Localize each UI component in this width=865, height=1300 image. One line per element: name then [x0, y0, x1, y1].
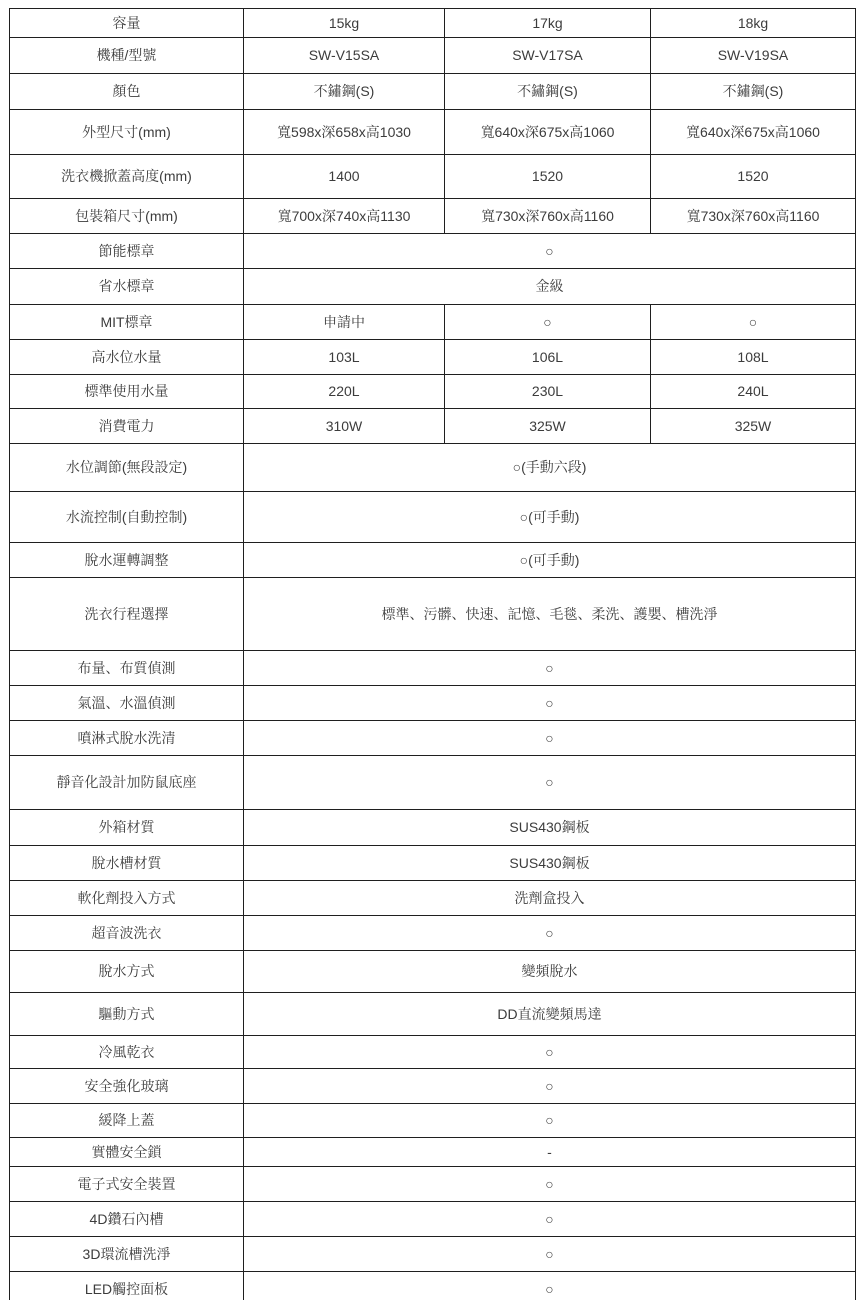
- spec-row: [10, 1138, 856, 1167]
- spec-value-cell: 1400: [244, 155, 445, 199]
- spec-value-cell-merged: ○: [244, 1272, 856, 1300]
- spec-row: [10, 846, 856, 881]
- spec-value-cell-merged: ○: [244, 1104, 856, 1138]
- spec-row-label: 緩降上蓋: [10, 1104, 244, 1138]
- spec-row: [10, 993, 856, 1036]
- spec-row-label: 包裝箱尺寸(mm): [10, 199, 244, 234]
- spec-value-cell: SW-V15SA: [244, 38, 445, 74]
- spec-value-cell-merged: 標準、污髒、快速、記憶、毛毯、柔洗、護嬰、槽洗淨: [244, 578, 856, 651]
- spec-row-label: 氣溫、水溫偵測: [10, 686, 244, 721]
- spec-row-label: 驅動方式: [10, 993, 244, 1036]
- spec-value-cell-merged: SUS430鋼板: [244, 810, 856, 846]
- spec-row: [10, 756, 856, 810]
- spec-row-label: 安全強化玻璃: [10, 1069, 244, 1104]
- spec-row-label: 4D鑽石內槽: [10, 1202, 244, 1237]
- spec-row: [10, 110, 856, 155]
- spec-row: [10, 916, 856, 951]
- spec-row-label: 省水標章: [10, 269, 244, 305]
- spec-row-label: 電子式安全裝置: [10, 1167, 244, 1202]
- spec-row-label: 消費電力: [10, 409, 244, 444]
- spec-row-label: 實體安全鎖: [10, 1138, 244, 1167]
- spec-value-cell: 18kg: [651, 9, 856, 38]
- spec-value-cell-merged: ○: [244, 1202, 856, 1237]
- spec-row: [10, 409, 856, 444]
- spec-row: [10, 1237, 856, 1272]
- spec-row-label: 噴淋式脫水洗清: [10, 721, 244, 756]
- spec-row: [10, 721, 856, 756]
- spec-value-cell-merged: ○: [244, 1036, 856, 1069]
- spec-value-cell: 15kg: [244, 9, 445, 38]
- spec-row: [10, 305, 856, 340]
- spec-value-cell: 寬640x深675x高1060: [651, 110, 856, 155]
- spec-row: [10, 1202, 856, 1237]
- spec-value-cell-merged: -: [244, 1138, 856, 1167]
- spec-row: [10, 234, 856, 269]
- spec-row: [10, 74, 856, 110]
- spec-row-label: 水位調節(無段設定): [10, 444, 244, 492]
- spec-value-cell: 325W: [445, 409, 651, 444]
- spec-value-cell-merged: ○(可手動): [244, 492, 856, 543]
- spec-value-cell: 不鏽鋼(S): [651, 74, 856, 110]
- spec-value-cell-merged: ○: [244, 1237, 856, 1272]
- spec-value-cell: 17kg: [445, 9, 651, 38]
- spec-row-label: 水流控制(自動控制): [10, 492, 244, 543]
- spec-row: [10, 444, 856, 492]
- spec-row-label: 標準使用水量: [10, 375, 244, 409]
- spec-value-cell: 325W: [651, 409, 856, 444]
- spec-row: [10, 951, 856, 993]
- spec-value-cell: 寬730x深760x高1160: [445, 199, 651, 234]
- spec-row: [10, 1069, 856, 1104]
- spec-value-cell-merged: DD直流變頻馬達: [244, 993, 856, 1036]
- spec-row: [10, 686, 856, 721]
- spec-value-cell: 310W: [244, 409, 445, 444]
- spec-value-cell: 103L: [244, 340, 445, 375]
- spec-value-cell-merged: ○(可手動): [244, 543, 856, 578]
- spec-value-cell-merged: ○: [244, 916, 856, 951]
- spec-value-cell-merged: ○(手動六段): [244, 444, 856, 492]
- spec-row: [10, 1272, 856, 1300]
- spec-table: [9, 8, 856, 1300]
- spec-row: [10, 375, 856, 409]
- spec-row: [10, 269, 856, 305]
- spec-row-label: 高水位水量: [10, 340, 244, 375]
- spec-row-label: 脫水槽材質: [10, 846, 244, 881]
- spec-row-label: 3D環流槽洗淨: [10, 1237, 244, 1272]
- spec-row-label: MIT標章: [10, 305, 244, 340]
- spec-row: [10, 810, 856, 846]
- spec-value-cell-merged: ○: [244, 651, 856, 686]
- spec-row-label: 脫水運轉調整: [10, 543, 244, 578]
- spec-row-label: 節能標章: [10, 234, 244, 269]
- spec-value-cell: 220L: [244, 375, 445, 409]
- spec-value-cell-merged: 變頻脫水: [244, 951, 856, 993]
- spec-value-cell: SW-V19SA: [651, 38, 856, 74]
- spec-value-cell: 不鏽鋼(S): [244, 74, 445, 110]
- spec-row: [10, 155, 856, 199]
- spec-row: [10, 340, 856, 375]
- spec-value-cell: 寬598x深658x高1030: [244, 110, 445, 155]
- spec-value-cell: 1520: [651, 155, 856, 199]
- spec-value-cell-merged: ○: [244, 686, 856, 721]
- spec-row-label: LED觸控面板: [10, 1272, 244, 1300]
- spec-value-cell: 230L: [445, 375, 651, 409]
- spec-row: [10, 199, 856, 234]
- spec-row-label: 容量: [10, 9, 244, 38]
- spec-row: [10, 578, 856, 651]
- spec-row-label: 軟化劑投入方式: [10, 881, 244, 916]
- spec-row: [10, 651, 856, 686]
- spec-row: [10, 1167, 856, 1202]
- spec-value-cell: 240L: [651, 375, 856, 409]
- spec-row-label: 冷風乾衣: [10, 1036, 244, 1069]
- spec-row: [10, 9, 856, 38]
- spec-value-cell: 寬730x深760x高1160: [651, 199, 856, 234]
- spec-value-cell-merged: 洗劑盒投入: [244, 881, 856, 916]
- spec-row: [10, 543, 856, 578]
- spec-value-cell-merged: ○: [244, 721, 856, 756]
- spec-value-cell: 寬700x深740x高1130: [244, 199, 445, 234]
- spec-value-cell: ○: [651, 305, 856, 340]
- spec-row: [10, 38, 856, 74]
- spec-value-cell-merged: ○: [244, 234, 856, 269]
- spec-row-label: 顏色: [10, 74, 244, 110]
- spec-value-cell-merged: SUS430鋼板: [244, 846, 856, 881]
- spec-value-cell: 申請中: [244, 305, 445, 340]
- spec-value-cell-merged: ○: [244, 1167, 856, 1202]
- spec-value-cell: 寬640x深675x高1060: [445, 110, 651, 155]
- spec-value-cell-merged: ○: [244, 1069, 856, 1104]
- spec-value-cell-merged: ○: [244, 756, 856, 810]
- spec-row: [10, 492, 856, 543]
- spec-row: [10, 881, 856, 916]
- spec-row-label: 外箱材質: [10, 810, 244, 846]
- spec-value-cell-merged: 金級: [244, 269, 856, 305]
- spec-row-label: 超音波洗衣: [10, 916, 244, 951]
- spec-row-label: 洗衣機掀蓋高度(mm): [10, 155, 244, 199]
- spec-row-label: 布量、布質偵測: [10, 651, 244, 686]
- spec-value-cell: 1520: [445, 155, 651, 199]
- spec-value-cell: ○: [445, 305, 651, 340]
- spec-value-cell: 不鏽鋼(S): [445, 74, 651, 110]
- spec-value-cell: SW-V17SA: [445, 38, 651, 74]
- spec-row-label: 洗衣行程選擇: [10, 578, 244, 651]
- spec-row: [10, 1104, 856, 1138]
- spec-value-cell: 108L: [651, 340, 856, 375]
- spec-row-label: 靜音化設計加防鼠底座: [10, 756, 244, 810]
- spec-row-label: 脫水方式: [10, 951, 244, 993]
- spec-value-cell: 106L: [445, 340, 651, 375]
- spec-row-label: 外型尺寸(mm): [10, 110, 244, 155]
- spec-row: [10, 1036, 856, 1069]
- spec-row-label: 機種/型號: [10, 38, 244, 74]
